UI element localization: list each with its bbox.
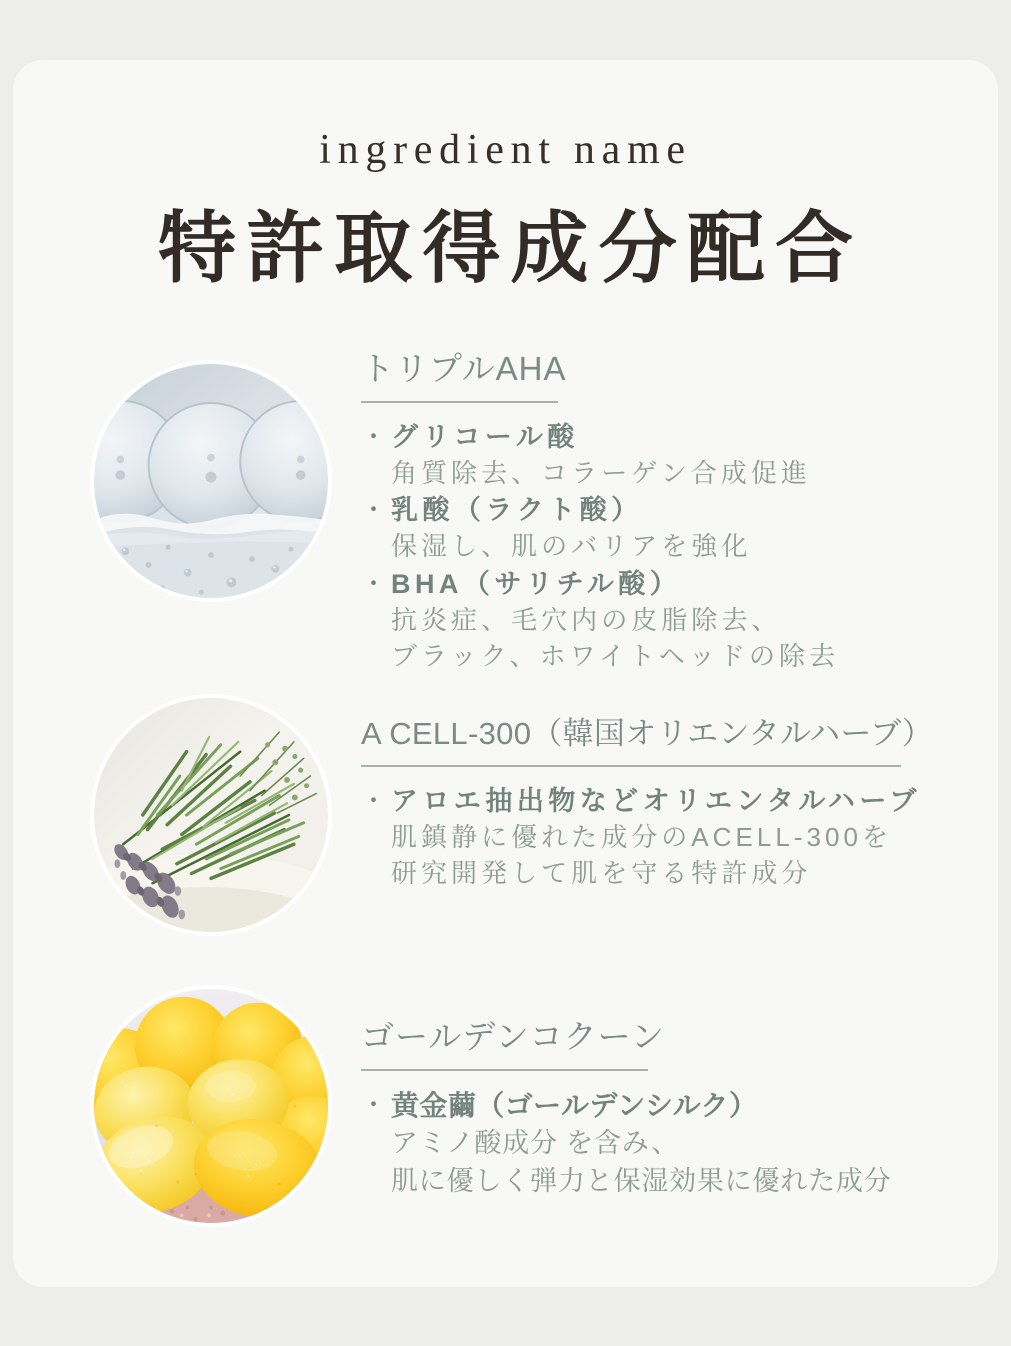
ingredient-desc: アミノ酸成分 を含み、 bbox=[391, 1128, 680, 1159]
section-heading: A CELL-300（韓国オリエンタルハーブ） bbox=[361, 716, 934, 751]
eyebrow-text: ingredient name bbox=[319, 127, 692, 173]
ingredient-term: アロエ抽出物などオリエンタルハーブ bbox=[391, 785, 921, 816]
ingredient-desc: 保湿し、肌のバリアを強化 bbox=[391, 531, 752, 562]
bullet-dot: ・ bbox=[361, 1090, 387, 1119]
bullet-dot: ・ bbox=[361, 496, 387, 525]
list-item bbox=[361, 493, 960, 563]
bullet-dot: ・ bbox=[361, 786, 387, 815]
heading-underline bbox=[361, 1069, 648, 1071]
list-item bbox=[361, 567, 960, 674]
section-heading: ゴールデンコクーン bbox=[361, 1018, 665, 1055]
section-heading: トリプルAHA bbox=[361, 350, 567, 387]
ingredient-card bbox=[13, 60, 998, 1287]
section-acell300 bbox=[90, 690, 960, 936]
ingredient-desc: 抗炎症、毛穴内の皮脂除去、 bbox=[391, 604, 782, 635]
ingredient-term: グリコール酸 bbox=[391, 421, 579, 452]
section-golden-cocoon bbox=[90, 985, 960, 1227]
ingredient-desc: ブラック、ホワイトヘッドの除去 bbox=[391, 640, 840, 671]
list-item bbox=[361, 1088, 960, 1199]
cocoons-illustration bbox=[94, 989, 328, 1223]
oriental-herbs-photo bbox=[90, 694, 332, 936]
herbs-illustration bbox=[94, 698, 328, 932]
section-triple-aha bbox=[90, 350, 960, 676]
heading-underline bbox=[361, 401, 558, 403]
page-title: 特許取得成分配合 bbox=[158, 205, 864, 292]
ingredient-desc: 肌に優しく弾力と保湿効果に優れた成分 bbox=[391, 1166, 892, 1197]
ingredient-desc: 研究開発して肌を守る特許成分 bbox=[391, 857, 812, 888]
ingredient-desc: 肌鎮静に優れた成分のACELL-300を bbox=[391, 821, 893, 852]
bullet-dot: ・ bbox=[361, 422, 387, 451]
golden-cocoons-photo bbox=[90, 985, 332, 1227]
list-item bbox=[361, 784, 960, 891]
ingredient-term: 黄金繭（ゴールデンシルク） bbox=[391, 1089, 758, 1121]
heading-underline bbox=[361, 765, 901, 767]
ingredient-desc: 角質除去、コラーゲン合成促進 bbox=[391, 457, 811, 488]
ingredient-term: 乳酸（ラクト酸） bbox=[391, 495, 643, 526]
list-item bbox=[361, 420, 960, 490]
bullet-dot: ・ bbox=[361, 569, 387, 598]
ingredient-term: BHA（サリチル酸） bbox=[391, 568, 682, 599]
water-bubbles-photo bbox=[90, 360, 332, 602]
water-bubbles-illustration bbox=[94, 364, 328, 598]
